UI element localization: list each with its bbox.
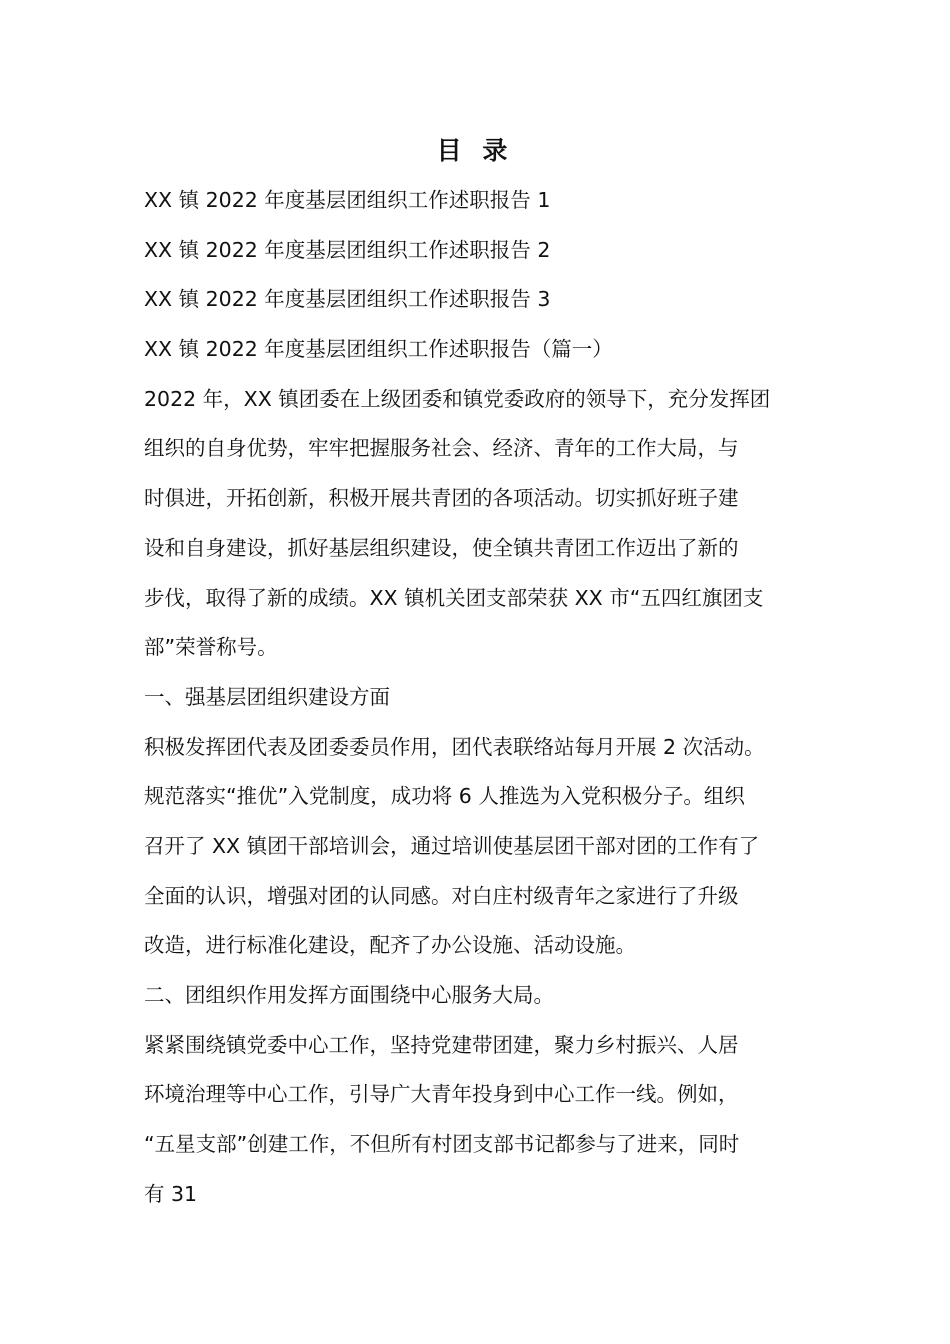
- toc-entry: XX 镇 2022 年度基层团组织工作述职报告 3: [144, 287, 551, 312]
- toc-title: 目 录: [436, 136, 514, 165]
- intro-line: 2022 年，XX 镇团委在上级团委和镇党委政府的领导下，充分发挥团: [144, 386, 771, 411]
- section2-line: 有 31: [144, 1181, 198, 1206]
- article-heading: XX 镇 2022 年度基层团组织工作述职报告（篇一）: [144, 337, 613, 362]
- intro-line: 部”荣誉称号。: [144, 635, 278, 660]
- section1-line: 全面的认识，增强对团的认同感。对白庄村级青年之家进行了升级: [144, 883, 739, 908]
- section1-line: 积极发挥团代表及团委委员作用，团代表联络站每月开展 2 次活动。: [144, 734, 765, 759]
- intro-line: 组织的自身优势，牢牢把握服务社会、经济、青年的工作大局，与: [144, 436, 739, 461]
- section2-line: 紧紧围绕镇党委中心工作，坚持党建带团建，聚力乡村振兴、人居: [144, 1032, 739, 1057]
- toc-entry: XX 镇 2022 年度基层团组织工作述职报告 2: [144, 237, 551, 262]
- intro-line: 时俱进，开拓创新，积极开展共青团的各项活动。切实抓好班子建: [144, 486, 739, 511]
- intro-line: 设和自身建设，抓好基层组织建设，使全镇共青团工作迈出了新的: [144, 535, 739, 560]
- section1-heading: 一、强基层团组织建设方面: [144, 684, 390, 709]
- toc-entry: XX 镇 2022 年度基层团组织工作述职报告 1: [144, 188, 551, 212]
- section2-heading: 二、团组织作用发挥方面围绕中心服务大局。: [144, 983, 554, 1007]
- section2-line: “五星支部”创建工作，不但所有村团支部书记都参与了进来，同时: [144, 1132, 740, 1157]
- section1-line: 召开了 XX 镇团干部培训会，通过培训使基层团干部对团的工作有了: [144, 833, 760, 858]
- section1-line: 规范落实“推优”入党制度，成功将 6 人推选为入党积极分子。组织: [144, 784, 745, 809]
- section2-line: 环境治理等中心工作，引导广大青年投身到中心工作一线。例如，: [144, 1082, 739, 1107]
- section1-line: 改造，进行标准化建设，配齐了办公设施、活动设施。: [144, 933, 636, 958]
- document-body: [144, 176, 816, 1219]
- intro-line: 步伐，取得了新的成绩。XX 镇机关团支部荣获 XX 市“五四红旗团支: [144, 585, 764, 610]
